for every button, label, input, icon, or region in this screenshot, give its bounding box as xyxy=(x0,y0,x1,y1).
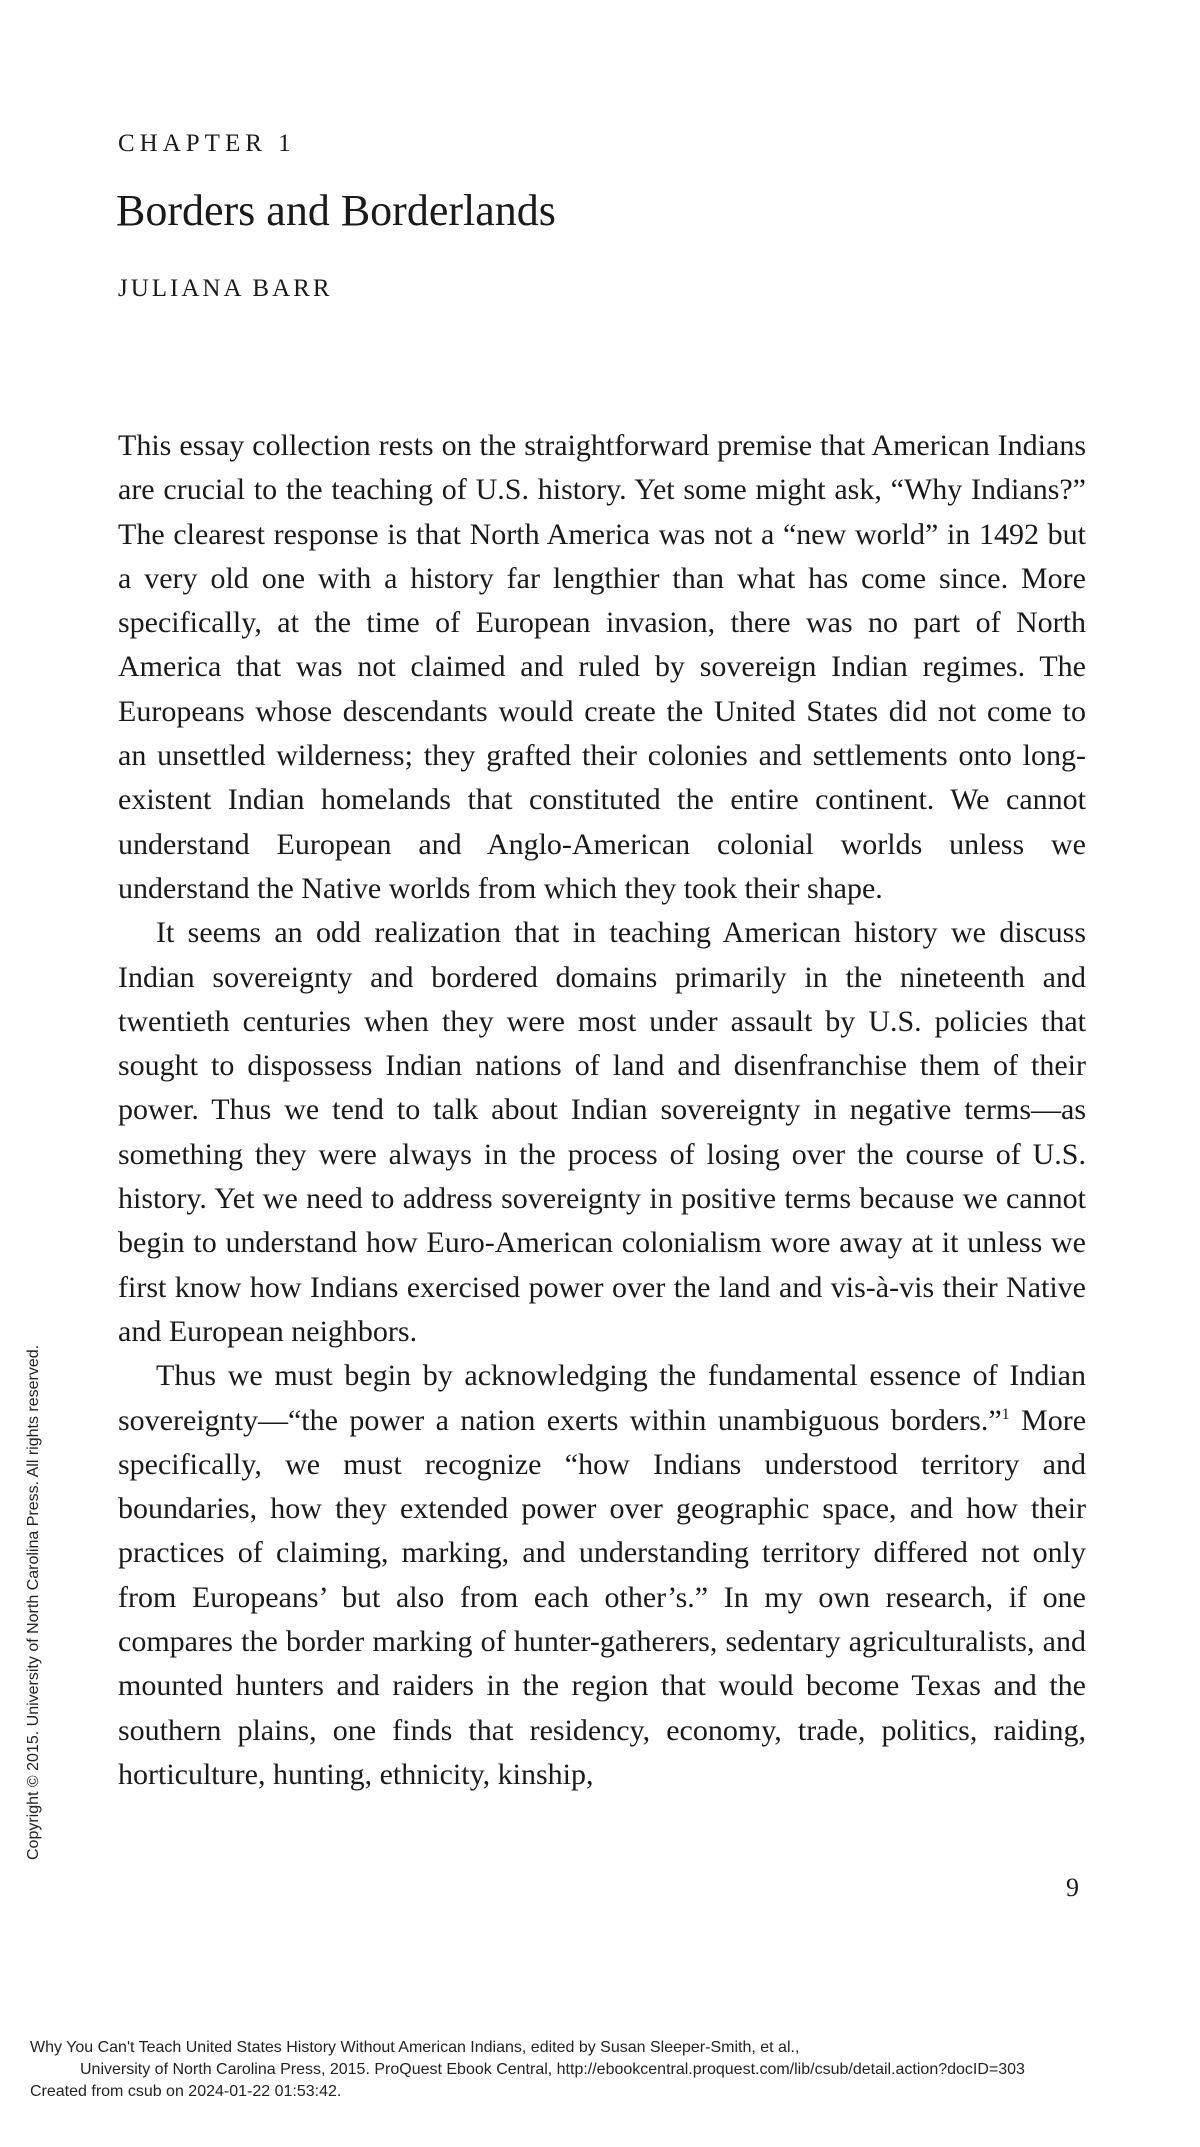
chapter-title: Borders and Borderlands xyxy=(116,186,556,235)
footer-line-1: Why You Can't Teach United States History Without American Indians, edited by Susan Sleeper-Smith, et al., xyxy=(30,2039,800,2056)
author-name: JULIANA BARR xyxy=(118,275,333,302)
side-copyright-notice: Copyright © 2015. University of North Carolina Press. All rights reserved. xyxy=(25,1344,42,1860)
footer-line-3: Created from csub on 2024-01-22 01:53:42. xyxy=(30,2083,342,2100)
paragraph-3 xyxy=(118,1354,1086,1797)
paragraph-3-start: Thus we must begin by acknowledging the fundamental essence of Indian sovereignty—“the power a nation exerts within unambiguous borders.” xyxy=(118,1359,1086,1437)
paragraph-3-end: More specifically, we must recognize “how Indians understood territory and boundaries, how they extended power over geographic space, and how their practices of claiming, marking, and understanding territory differed not only from Europeans’ but also from each other’s.” In my own research, if one compares the border marking of hunter-gatherers, sedentary agriculturalists, and mounted hunters and raiders in the region that would become Texas and the southern plains, one finds that residency, economy, trade, politics, raiding, horticulture, hunting, ethnicity, kinship, xyxy=(118,1403,1087,1791)
citation-footer xyxy=(30,2037,1200,2103)
paragraph-2: It seems an odd realization that in teaching American history we discuss Indian sovereignty and bordered domains primarily in the nineteenth and twentieth centuries when they were most under assault by U.S. policies that sought to dispossess Indian nations of land and disenfranchise them of their power. Thus we tend to talk about Indian sovereignty in negative terms—as something they were always in the process of losing over the course of U.S. history. Yet we need to address sovereignty in positive terms because we cannot begin to understand how Euro-American colonialism wore away at it unless we first know how Indians exercised power over the land and vis-à-vis their Native and European neighbors. xyxy=(118,916,1086,1348)
chapter-label: CHAPTER 1 xyxy=(118,130,296,157)
footer-line-2: University of North Carolina Press, 2015. ProQuest Ebook Central, http://ebookcentral.proquest.com/lib/csub/detail.action?docID=303 xyxy=(80,2061,1025,2078)
body-text xyxy=(118,424,1086,1797)
paragraph-1: This essay collection rests on the straightforward premise that American Indians are crucial to the teaching of U.S. history. Yet some might ask, “Why Indians?” The clearest response is that North America was not a “new world” in 1492 but a very old one with a history far lengthier than what has come since. More specifically, at the time of European invasion, there was no part of North America that was not claimed and ruled by sovereign Indian regimes. The Europeans whose descendants would create the United States did not come to an unsettled wilderness; they grafted their colonies and settlements onto long-existent Indian homelands that constituted the entire continent. We cannot understand European and Anglo-American colonial worlds unless we understand the Native worlds from which they took their shape. xyxy=(118,429,1086,905)
page-number: 9 xyxy=(1066,1873,1079,1902)
footnote-marker[interactable]: 1 xyxy=(1001,1405,1010,1423)
